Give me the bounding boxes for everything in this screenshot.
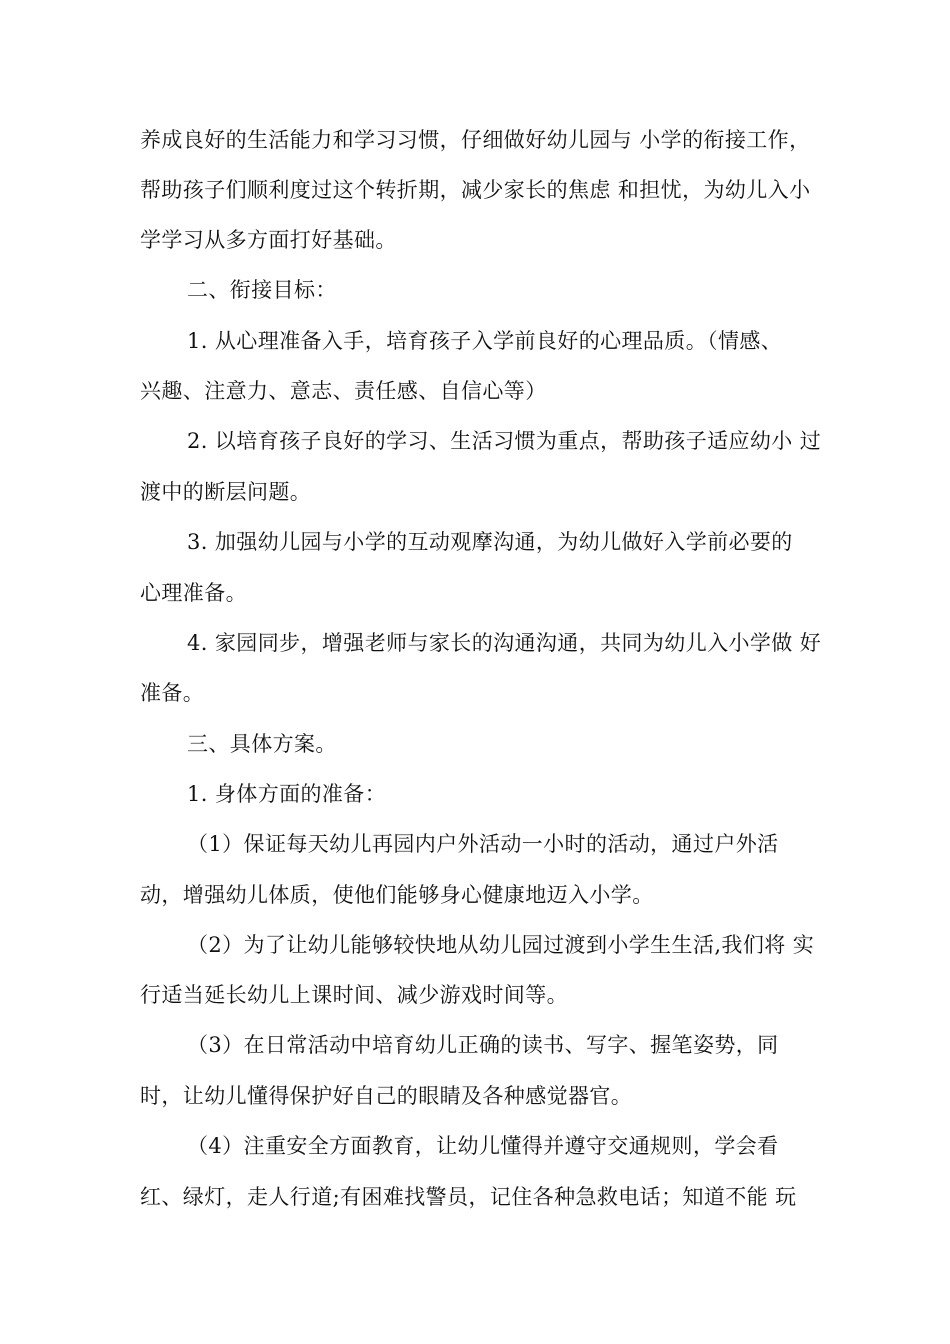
text-line: 行适当延长幼儿上课时间、减少游戏时间等。 [140, 983, 568, 1007]
text-line: （2）为了让幼儿能够较快地从幼儿园过渡到小学生生活,我们将 实 [187, 933, 815, 957]
text-line: 2. 以培育孩子良好的学习、生活习惯为重点，帮助孩子适应幼小 过 [187, 429, 822, 453]
text-line: 3. 加强幼儿园与小学的互动观摩沟通，为幼儿做好入学前必要的 [187, 530, 793, 554]
text-line: 4. 家园同步，增强老师与家长的沟通沟通，共同为幼儿入小学做 好 [187, 631, 822, 655]
text-line: 渡中的断层问题。 [140, 480, 312, 504]
section-heading: 二、衔接目标： [187, 278, 337, 302]
text-line: （1）保证每天幼儿再园内户外活动一小时的活动，通过户外活 [187, 832, 779, 856]
text-line: 养成良好的生活能力和学习习惯，仔细做好幼儿园与 小学的衔接工作， [140, 128, 811, 152]
text-line: 准备。 [140, 681, 205, 705]
text-line: 兴趣、注意力、意志、责任感、自信心等） [140, 379, 547, 403]
text-line: （3）在日常活动中培育幼儿正确的读书、写字、握笔姿势，同 [187, 1033, 779, 1057]
text-line: （4）注重安全方面教育，让幼儿懂得并遵守交通规则，学会看 [187, 1134, 779, 1158]
text-line: 学学习从多方面打好基础。 [140, 228, 397, 252]
text-line: 心理准备。 [140, 581, 247, 605]
text-line: 时，让幼儿懂得保护好自己的眼睛及各种感觉器官。 [140, 1084, 633, 1108]
subsection-heading: 1. 身体方面的准备： [187, 782, 387, 806]
text-line: 帮助孩子们顺利度过这个转折期，减少家长的焦虑 和担忧，为幼儿入小 [140, 178, 811, 202]
text-line: 1. 从心理准备入手，培育孩子入学前良好的心理品质。（情感、 [187, 329, 783, 353]
section-heading: 三、具体方案。 [187, 732, 337, 756]
text-line: 动，增强幼儿体质，使他们能够身心健康地迈入小学。 [140, 883, 654, 907]
text-line: 红、绿灯，走人行道;有困难找警员，记住各种急救电话；知道不能 玩 [140, 1185, 797, 1209]
